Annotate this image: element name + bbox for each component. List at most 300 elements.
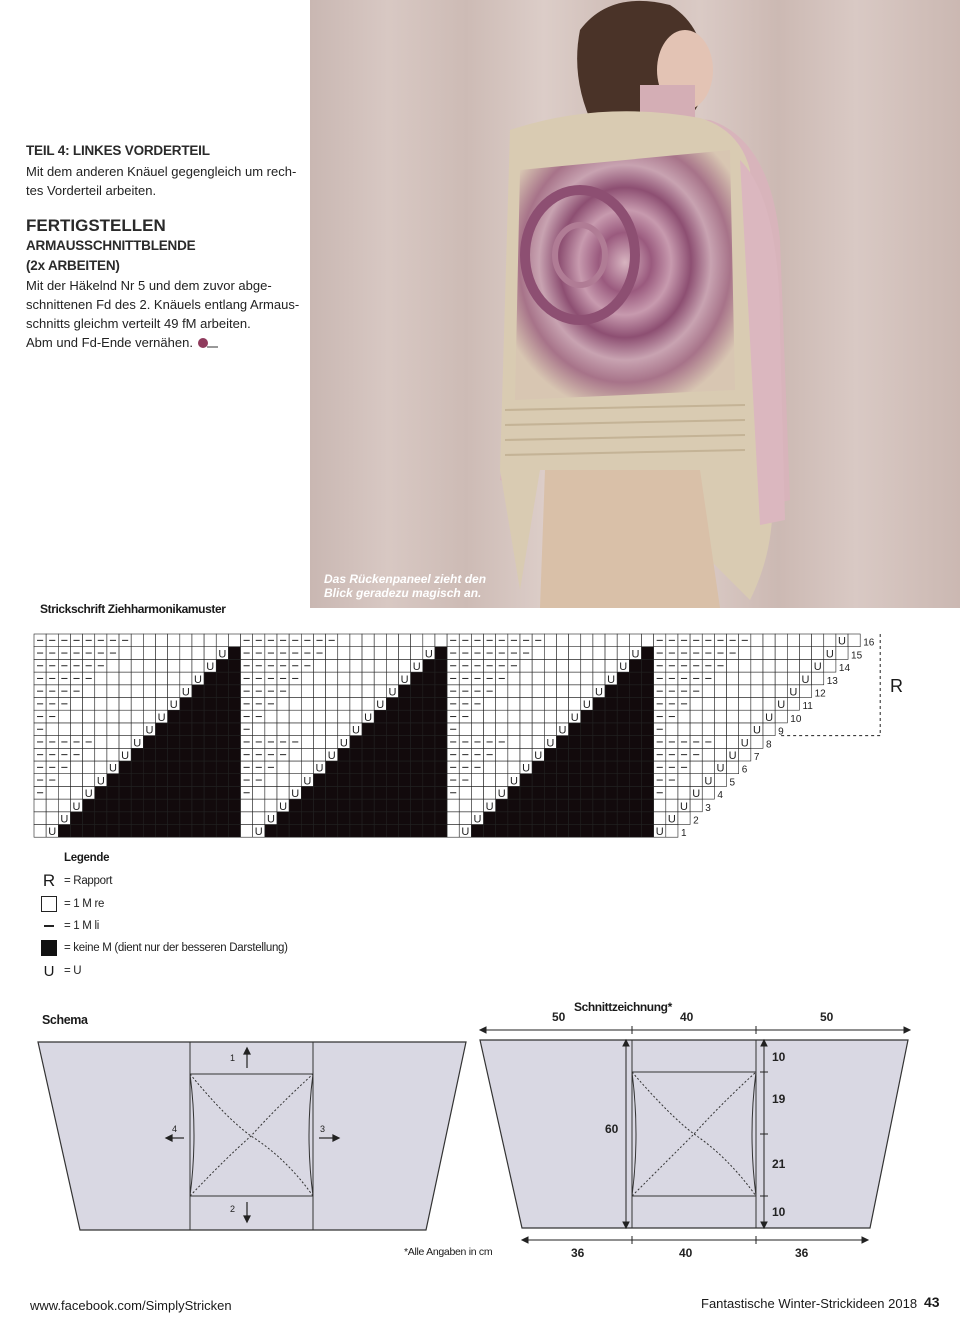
no-stitch-cell <box>581 799 593 812</box>
no-stitch-cell <box>362 786 374 799</box>
no-stitch-cell <box>350 748 362 761</box>
stitch-cell <box>119 698 131 711</box>
no-stitch-cell <box>192 774 204 787</box>
cut-right-2: 19 <box>772 1092 786 1106</box>
no-stitch-cell <box>156 748 168 761</box>
row-number: 16 <box>863 637 875 649</box>
part4-text <box>26 162 296 200</box>
stitch-cell <box>848 634 860 647</box>
no-stitch-cell <box>386 825 398 838</box>
no-stitch-cell <box>484 825 496 838</box>
no-stitch-cell <box>228 672 240 685</box>
stitch-cell <box>532 647 544 660</box>
stitch-cell <box>617 634 629 647</box>
stitch-cell <box>714 672 726 685</box>
stitch-cell <box>690 761 702 774</box>
no-stitch-cell <box>131 774 143 787</box>
stitch-cell <box>204 634 216 647</box>
no-stitch-cell <box>605 748 617 761</box>
stitch-cell <box>593 647 605 660</box>
stitch-cell <box>119 647 131 660</box>
no-stitch-cell <box>642 685 654 698</box>
no-stitch-cell <box>532 812 544 825</box>
stitch-cell <box>350 698 362 711</box>
no-stitch-cell <box>156 723 168 736</box>
stitch-cell <box>471 786 483 799</box>
stitch-cell <box>70 698 82 711</box>
stitch-cell <box>386 647 398 660</box>
row-number: 3 <box>705 802 711 814</box>
stitch-cell <box>58 799 70 812</box>
no-stitch-cell <box>131 799 143 812</box>
stitch-cell <box>83 723 95 736</box>
cut-top-right: 50 <box>820 1010 834 1024</box>
no-stitch-cell <box>569 825 581 838</box>
stitch-cell <box>484 774 496 787</box>
cut-bottom-right: 36 <box>795 1246 809 1260</box>
footer-link[interactable]: www.facebook.com/SimplyStricken <box>30 1298 232 1313</box>
yarn-over-mark: U <box>266 813 275 826</box>
yarn-over-mark: U <box>570 711 579 724</box>
stitch-cell <box>812 672 824 685</box>
no-stitch-cell <box>228 736 240 749</box>
yarn-over-mark: U <box>607 673 616 686</box>
no-stitch-cell <box>423 761 435 774</box>
stitch-cell <box>70 723 82 736</box>
stitch-cell <box>350 672 362 685</box>
no-stitch-cell <box>156 786 168 799</box>
stitch-cell <box>192 634 204 647</box>
row-number: 14 <box>838 663 851 675</box>
no-stitch-cell <box>338 799 350 812</box>
stitch-cell <box>301 685 313 698</box>
stitch-cell <box>289 685 301 698</box>
stitch-cell <box>216 634 228 647</box>
no-stitch-cell <box>386 710 398 723</box>
finish-line: schnittenen Fd des 2. Knäuels entlang Armaus- <box>26 297 300 312</box>
no-stitch-cell <box>581 761 593 774</box>
no-stitch-cell <box>435 672 447 685</box>
no-stitch-cell <box>180 748 192 761</box>
stitch-cell <box>289 723 301 736</box>
no-stitch-cell <box>556 774 568 787</box>
no-stitch-cell <box>168 723 180 736</box>
no-stitch-cell <box>629 786 641 799</box>
no-stitch-cell <box>617 761 629 774</box>
stitch-cell <box>751 634 763 647</box>
stitch-cell <box>289 698 301 711</box>
stitch-cell <box>775 659 787 672</box>
no-stitch-cell <box>593 761 605 774</box>
stitch-cell <box>690 710 702 723</box>
stitch-cell <box>338 634 350 647</box>
no-stitch-cell <box>216 774 228 787</box>
stitch-cell <box>678 812 690 825</box>
no-stitch-cell <box>605 710 617 723</box>
no-stitch-cell <box>605 685 617 698</box>
stitch-cell <box>143 685 155 698</box>
no-stitch-cell <box>374 774 386 787</box>
stitch-cell <box>131 698 143 711</box>
stitch-cell <box>58 774 70 787</box>
no-stitch-cell <box>629 748 641 761</box>
stitch-cell <box>714 736 726 749</box>
stitch-cell <box>131 710 143 723</box>
no-stitch-cell <box>629 723 641 736</box>
no-stitch-cell <box>228 685 240 698</box>
no-stitch-cell <box>508 799 520 812</box>
stitch-cell <box>569 685 581 698</box>
stitch-cell <box>156 659 168 672</box>
stitch-cell <box>812 647 824 660</box>
stitch-cell <box>180 672 192 685</box>
no-stitch-cell <box>107 774 119 787</box>
stitch-cell <box>520 723 532 736</box>
no-stitch-cell <box>313 812 325 825</box>
stitch-cell <box>350 647 362 660</box>
stitch-cell <box>350 659 362 672</box>
stitch-cell <box>714 723 726 736</box>
no-stitch-cell <box>192 825 204 838</box>
stitch-cell <box>496 710 508 723</box>
no-stitch-cell <box>350 799 362 812</box>
stitch-cell <box>702 786 714 799</box>
no-stitch-cell <box>204 748 216 761</box>
no-stitch-cell <box>435 748 447 761</box>
stitch-cell <box>593 659 605 672</box>
no-stitch-cell <box>326 786 338 799</box>
stitch-cell <box>338 647 350 660</box>
no-stitch-cell <box>228 723 240 736</box>
stitch-cell <box>265 723 277 736</box>
yarn-over-mark: U <box>400 673 409 686</box>
stitch-cell <box>58 723 70 736</box>
no-stitch-cell <box>629 698 641 711</box>
no-stitch-cell <box>228 812 240 825</box>
no-stitch-cell <box>386 799 398 812</box>
no-stitch-cell <box>313 774 325 787</box>
stitch-cell <box>617 647 629 660</box>
no-stitch-cell <box>374 748 386 761</box>
stitch-cell <box>277 774 289 787</box>
stitch-cell <box>484 786 496 799</box>
stitch-cell <box>702 710 714 723</box>
no-stitch-cell <box>520 812 532 825</box>
no-stitch-cell <box>156 736 168 749</box>
no-stitch-cell <box>435 647 447 660</box>
stitch-cell <box>119 659 131 672</box>
no-stitch-cell <box>95 786 107 799</box>
no-stitch-cell <box>204 786 216 799</box>
stitch-cell <box>34 825 46 838</box>
stitch-cell <box>520 659 532 672</box>
no-stitch-cell <box>569 799 581 812</box>
no-stitch-cell <box>617 748 629 761</box>
stitch-cell <box>508 685 520 698</box>
stitch-cell <box>143 634 155 647</box>
no-stitch-cell <box>95 799 107 812</box>
no-stitch-cell <box>399 723 411 736</box>
no-stitch-cell <box>131 825 143 838</box>
no-stitch-cell <box>629 825 641 838</box>
stitch-cell <box>411 634 423 647</box>
no-stitch-cell <box>362 736 374 749</box>
no-stitch-cell <box>204 799 216 812</box>
no-stitch-cell <box>301 786 313 799</box>
no-stitch-cell <box>629 685 641 698</box>
stitch-cell <box>435 634 447 647</box>
no-stitch-cell <box>143 825 155 838</box>
yarn-over-mark: U <box>546 737 555 750</box>
no-stitch-cell <box>496 812 508 825</box>
no-stitch-cell <box>435 710 447 723</box>
stitch-cell <box>447 812 459 825</box>
no-stitch-cell <box>423 786 435 799</box>
stitch-cell <box>678 723 690 736</box>
no-stitch-cell <box>95 812 107 825</box>
stitch-cell <box>690 799 702 812</box>
stitch-cell <box>447 799 459 812</box>
no-stitch-cell <box>593 698 605 711</box>
no-stitch-cell <box>350 774 362 787</box>
no-stitch-cell <box>569 736 581 749</box>
no-stitch-cell <box>192 748 204 761</box>
yarn-over-mark: U <box>108 762 117 775</box>
stitch-cell <box>119 685 131 698</box>
no-stitch-cell <box>411 812 423 825</box>
stitch-cell <box>253 812 265 825</box>
yarn-over-mark: U <box>145 724 154 737</box>
stitch-cell <box>95 685 107 698</box>
no-stitch-cell <box>544 774 556 787</box>
no-stitch-cell <box>338 825 350 838</box>
no-stitch-cell <box>520 825 532 838</box>
stitch-cell <box>277 786 289 799</box>
yarn-over-mark: U <box>631 648 640 661</box>
no-stitch-cell <box>593 736 605 749</box>
stitch-cell <box>508 698 520 711</box>
schema-diagram <box>36 1038 468 1234</box>
stitch-cell <box>581 634 593 647</box>
stitch-cell <box>532 736 544 749</box>
stitch-cell <box>338 672 350 685</box>
no-stitch-cell <box>204 736 216 749</box>
no-stitch-cell <box>338 748 350 761</box>
no-stitch-cell <box>192 736 204 749</box>
no-stitch-cell <box>374 812 386 825</box>
repeat-label: R <box>890 676 903 696</box>
yarn-over-mark: U <box>254 826 263 839</box>
stitch-cell <box>301 698 313 711</box>
stitch-cell <box>301 748 313 761</box>
no-stitch-cell <box>399 812 411 825</box>
legend-text: = 1 M re <box>64 898 105 910</box>
no-stitch-cell <box>143 736 155 749</box>
no-stitch-cell <box>617 786 629 799</box>
yarn-over-mark: U <box>121 750 130 762</box>
stitch-cell <box>714 710 726 723</box>
no-stitch-cell <box>532 786 544 799</box>
no-stitch-cell <box>423 659 435 672</box>
cut-diagram <box>476 1022 916 1246</box>
cut-note: *Alle Angaben in cm <box>404 1246 493 1258</box>
stitch-cell <box>338 685 350 698</box>
yarn-over-mark: U <box>728 750 737 762</box>
stitch-cell <box>253 799 265 812</box>
stitch-cell <box>131 723 143 736</box>
no-stitch-cell <box>168 799 180 812</box>
yarn-over-mark: U <box>461 826 470 839</box>
stitch-cell <box>326 647 338 660</box>
stitch-cell <box>168 647 180 660</box>
no-stitch-cell <box>581 812 593 825</box>
stitch-cell <box>702 748 714 761</box>
no-stitch-cell <box>617 774 629 787</box>
no-stitch-cell <box>411 761 423 774</box>
row-number: 9 <box>778 726 784 738</box>
no-stitch-cell <box>642 698 654 711</box>
knitting-chart <box>28 628 913 843</box>
stitch-cell <box>763 634 775 647</box>
no-stitch-cell <box>386 723 398 736</box>
stitch-cell <box>277 698 289 711</box>
stitch-cell <box>362 698 374 711</box>
no-stitch-cell <box>605 723 617 736</box>
stitch-cell <box>143 698 155 711</box>
stitch-cell <box>350 685 362 698</box>
knit-stitch-icon <box>38 896 60 912</box>
no-stitch-cell <box>228 647 240 660</box>
no-stitch-cell <box>119 799 131 812</box>
stitch-cell <box>95 672 107 685</box>
stitch-cell <box>787 634 799 647</box>
yarn-over-mark: U <box>680 800 689 813</box>
stitch-cell <box>411 647 423 660</box>
stitch-cell <box>739 723 751 736</box>
stitch-cell <box>484 698 496 711</box>
stitch-cell <box>581 659 593 672</box>
no-stitch-cell <box>301 799 313 812</box>
yarn-over-mark: U <box>72 800 81 813</box>
no-stitch-cell <box>192 761 204 774</box>
no-stitch-cell <box>301 812 313 825</box>
no-stitch-cell <box>605 698 617 711</box>
no-stitch-cell <box>180 774 192 787</box>
stitch-cell <box>95 748 107 761</box>
stitch-cell <box>544 710 556 723</box>
row-number: 8 <box>766 739 772 751</box>
no-stitch-cell <box>216 723 228 736</box>
yarn-ball-icon <box>197 337 219 349</box>
stitch-cell <box>374 672 386 685</box>
no-stitch-cell <box>399 786 411 799</box>
no-stitch-cell <box>216 812 228 825</box>
stitch-cell <box>751 659 763 672</box>
stitch-cell <box>374 647 386 660</box>
no-stitch-cell <box>386 736 398 749</box>
stitch-cell <box>265 786 277 799</box>
legend-text: = 1 M li <box>64 920 99 932</box>
stitch-cell <box>350 710 362 723</box>
stitch-cell <box>775 647 787 660</box>
no-stitch-cell <box>435 659 447 672</box>
finish-line: Mit der Häkelnd Nr 5 und dem zuvor abge- <box>26 278 272 293</box>
finish-text <box>26 276 299 352</box>
stitch-cell <box>46 723 58 736</box>
stitch-cell <box>107 672 119 685</box>
stitch-cell <box>532 710 544 723</box>
no-stitch-cell <box>544 786 556 799</box>
stitch-cell <box>192 647 204 660</box>
no-stitch-cell <box>216 698 228 711</box>
no-stitch-cell <box>180 723 192 736</box>
no-stitch-cell <box>289 825 301 838</box>
no-stitch-cell <box>350 825 362 838</box>
stitch-cell <box>556 647 568 660</box>
no-stitch-cell <box>435 698 447 711</box>
stitch-cell <box>362 685 374 698</box>
stitch-cell <box>143 672 155 685</box>
stitch-cell <box>666 723 678 736</box>
stitch-cell <box>775 710 787 723</box>
stitch-cell <box>799 647 811 660</box>
finish-line: Abm und Fd-Ende vernähen. <box>26 335 193 350</box>
part4-line: Mit dem anderen Knäuel gegengleich um rech- <box>26 164 297 179</box>
yarn-over-mark: U <box>206 661 215 674</box>
no-stitch-cell <box>508 786 520 799</box>
stitch-cell <box>727 723 739 736</box>
no-stitch-cell <box>581 825 593 838</box>
stitch-cell <box>775 672 787 685</box>
yarn-over-mark: U <box>704 775 713 788</box>
stitch-cell <box>58 786 70 799</box>
yarn-over-mark: U <box>558 724 567 737</box>
no-stitch-cell <box>423 825 435 838</box>
stitch-cell <box>471 774 483 787</box>
no-stitch-cell <box>192 698 204 711</box>
no-stitch-cell <box>216 736 228 749</box>
no-stitch-cell <box>386 812 398 825</box>
no-stitch-cell <box>228 774 240 787</box>
no-stitch-cell <box>435 685 447 698</box>
purl-stitch-icon <box>38 925 60 927</box>
yarn-over-mark: U <box>813 661 822 674</box>
no-stitch-cell <box>216 672 228 685</box>
no-stitch-cell <box>168 761 180 774</box>
no-stitch-cell <box>204 761 216 774</box>
stitch-cell <box>107 748 119 761</box>
cut-title: Schnittzeichnung* <box>574 1000 672 1014</box>
stitch-cell <box>107 698 119 711</box>
no-stitch-cell <box>629 659 641 672</box>
stitch-cell <box>727 698 739 711</box>
cut-right-3: 21 <box>772 1157 786 1171</box>
stitch-cell <box>739 698 751 711</box>
arrow-label-3: 3 <box>320 1124 326 1134</box>
no-stitch-cell <box>156 812 168 825</box>
stitch-cell <box>277 723 289 736</box>
no-stitch-cell <box>642 774 654 787</box>
yarn-over-mark: U <box>692 788 701 801</box>
no-stitch-cell <box>313 799 325 812</box>
no-stitch-cell <box>399 799 411 812</box>
no-stitch-cell <box>168 710 180 723</box>
no-stitch-cell <box>228 698 240 711</box>
no-stitch-cell <box>520 799 532 812</box>
stitch-cell <box>119 672 131 685</box>
stitch-cell <box>241 825 253 838</box>
photo-caption <box>324 572 486 600</box>
